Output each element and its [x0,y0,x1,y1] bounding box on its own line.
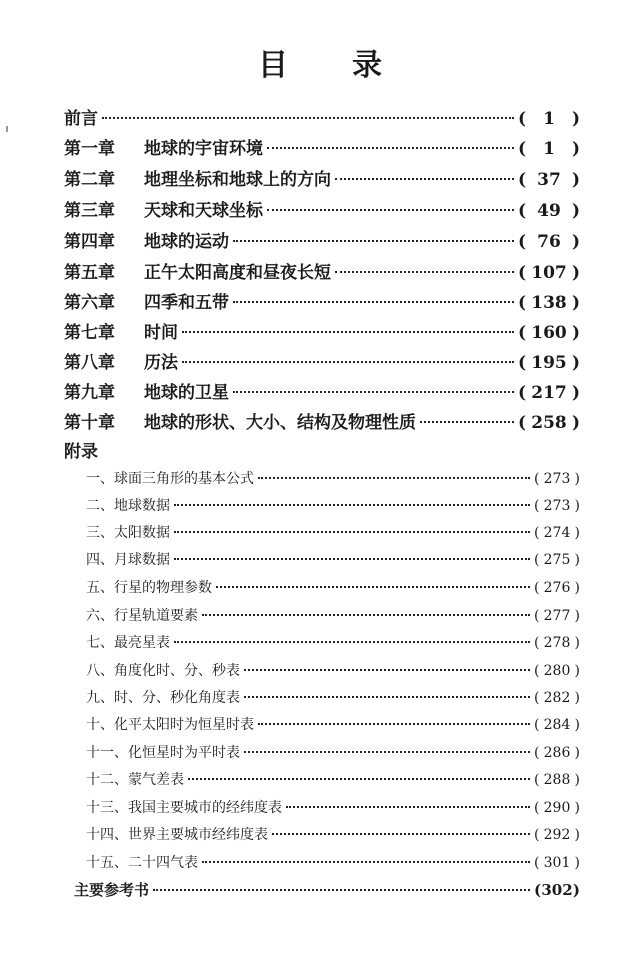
toc-entry-label: 主要参考书 [74,881,150,899]
toc-entry-appendix-3[interactable] [86,522,580,544]
leader-dots [182,361,514,363]
toc-entry-page: ( 302 ) [534,881,580,899]
leader-dots [202,614,530,616]
chapter-number: 第二章 [64,170,115,189]
toc-entry-label: 六、行星轨道要素 [86,608,198,624]
toc-entry-label: 二、地球数据 [86,498,170,514]
toc-entry-label: 地球的宇宙环境 [144,139,263,158]
toc-entry-chapter-10[interactable] [64,408,580,432]
toc-entry-page: ( 301 ) [534,855,580,871]
title-char-1: 目 [258,48,288,83]
toc-entry-appendix-7[interactable] [86,632,580,654]
leader-dots [272,833,530,835]
toc-entry-page: ( 274 ) [534,525,580,541]
toc-entry-label: 四、月球数据 [86,552,170,568]
toc-entry-label: 时间 [144,323,178,342]
toc-entry-page: ( 277 ) [534,608,580,624]
leader-dots [267,147,514,149]
toc-entry-appendix-9[interactable] [86,687,580,709]
toc-entry-appendix-5[interactable] [86,577,580,599]
toc-entry-appendix-13[interactable] [86,797,580,819]
toc-entry-page: ( 282 ) [534,690,580,706]
toc-entry-appendix-2[interactable] [86,495,580,517]
chapter-number: 第八章 [64,353,115,372]
toc-entry-page: ( 292 ) [534,827,580,843]
toc-entry-page: ( 195 ) [518,353,580,372]
toc-entry-label: 十、化平太阳时为恒星时表 [86,717,254,733]
leader-dots [174,641,530,643]
chapter-number: 第十章 [64,413,115,432]
leader-dots [244,669,530,671]
toc-entry-page: ( 273 ) [534,498,580,514]
toc-entry-chapter-5[interactable] [64,258,580,282]
toc-entry-label: 十三、我国主要城市的经纬度表 [86,800,282,816]
margin-mark [6,126,8,132]
leader-dots [233,240,514,242]
leader-dots [174,504,530,506]
toc-entry-chapter-7[interactable] [64,318,580,342]
toc-entry-appendix-10[interactable] [86,714,580,736]
leader-dots [335,271,514,273]
toc-entry-chapter-4[interactable] [64,227,580,251]
leader-dots [258,723,530,725]
toc-entry-page: ( 276 ) [534,580,580,596]
toc-entry-label: 地球的卫星 [144,383,229,402]
toc-entry-page: ( 284 ) [534,717,580,733]
chapter-number: 第六章 [64,293,115,312]
toc-entry-label: 地理坐标和地球上的方向 [144,170,331,189]
toc-entry-page: ( 275 ) [534,552,580,568]
page-title [0,40,640,84]
toc-entry-label: 前言 [64,109,98,128]
leader-dots [233,391,514,393]
toc-entry-chapter-3[interactable] [64,196,580,220]
toc-entry-appendix-14[interactable] [86,824,580,846]
appendix-heading: 附录 [64,442,98,462]
toc-entry-page: ( 290 ) [534,800,580,816]
toc-entry-label: 十二、蒙气差表 [86,772,184,788]
toc-entry-label: 十五、二十四气表 [86,855,198,871]
chapter-number: 第四章 [64,232,115,251]
leader-dots [102,117,514,119]
chapter-number: 第三章 [64,201,115,220]
toc-entry-label: 四季和五带 [144,293,229,312]
toc-entry-page: ( 273 ) [534,471,580,487]
toc-entry-label: 九、时、分、秒化角度表 [86,690,240,706]
toc-entry-page: ( 138 ) [518,293,580,312]
leader-dots [258,477,530,479]
toc-entry-label: 天球和天球坐标 [144,201,263,220]
toc-entry-appendix-1[interactable] [86,468,580,490]
leader-dots [286,806,530,808]
leader-dots [182,331,514,333]
leader-dots [153,889,530,891]
toc-entry-page: ( 1 ) [518,109,580,128]
toc-entry-label: 三、太阳数据 [86,525,170,541]
leader-dots [244,696,530,698]
leader-dots [335,178,514,180]
toc-entry-page: ( 217 ) [518,383,580,402]
leader-dots [188,778,530,780]
leader-dots [174,531,530,533]
toc-entry-page: ( 278 ) [534,635,580,651]
toc-entry-appendix-4[interactable] [86,549,580,571]
leader-dots [420,421,514,423]
chapter-number: 第一章 [64,139,115,158]
chapter-number: 第九章 [64,383,115,402]
toc-entry-label: 一、球面三角形的基本公式 [86,471,254,487]
toc-entry-page: ( 286 ) [534,745,580,761]
toc-entry-appendix-12[interactable] [86,769,580,791]
leader-dots [174,558,530,560]
toc-entry-chapter-6[interactable] [64,288,580,312]
leader-dots [244,751,530,753]
toc-entry-label: 地球的形状、大小、结构及物理性质 [144,413,416,432]
title-char-2: 录 [352,48,382,83]
toc-entry-chapter-1[interactable] [64,134,580,158]
chapter-number: 第七章 [64,323,115,342]
toc-entry-chapter-2[interactable] [64,165,580,189]
toc-entry-chapter-8[interactable] [64,348,580,372]
toc-entry-page: ( 1 ) [518,139,580,158]
toc-entry-label: 五、行星的物理参数 [86,580,212,596]
toc-entry-page: ( 107 ) [518,263,580,282]
toc-entry-label: 七、最亮星表 [86,635,170,651]
toc-entry-label: 十四、世界主要城市经纬度表 [86,827,268,843]
leader-dots [233,301,514,303]
toc-entry-label: 正午太阳高度和昼夜长短 [144,263,331,282]
toc-entry-label: 八、角度化时、分、秒表 [86,663,240,679]
toc-entry-label: 历法 [144,353,178,372]
leader-dots [216,586,530,588]
toc-entry-label: 十一、化恒星时为平时表 [86,745,240,761]
toc-entry-page: ( 288 ) [534,772,580,788]
toc-entry-page: ( 258 ) [518,413,580,432]
leader-dots [202,861,530,863]
toc-entry-label: 地球的运动 [144,232,229,251]
toc-entry-page: ( 280 ) [534,663,580,679]
toc-entry-appendix-15[interactable] [86,852,580,874]
leader-dots [267,209,514,211]
chapter-number: 第五章 [64,263,115,282]
toc-entry-chapter-9[interactable] [64,378,580,402]
toc-entry-appendix-6[interactable] [86,605,580,627]
toc-entry-preface[interactable] [64,104,580,128]
toc-entry-appendix-11[interactable] [86,742,580,764]
toc-entry-page: ( 160 ) [518,323,580,342]
toc-entry-appendix-8[interactable] [86,660,580,682]
toc-entry-references[interactable] [74,879,580,901]
toc-entry-page: ( 76 ) [518,232,580,251]
toc-entry-page: ( 37 ) [518,170,580,189]
toc-entry-page: ( 49 ) [518,201,580,220]
